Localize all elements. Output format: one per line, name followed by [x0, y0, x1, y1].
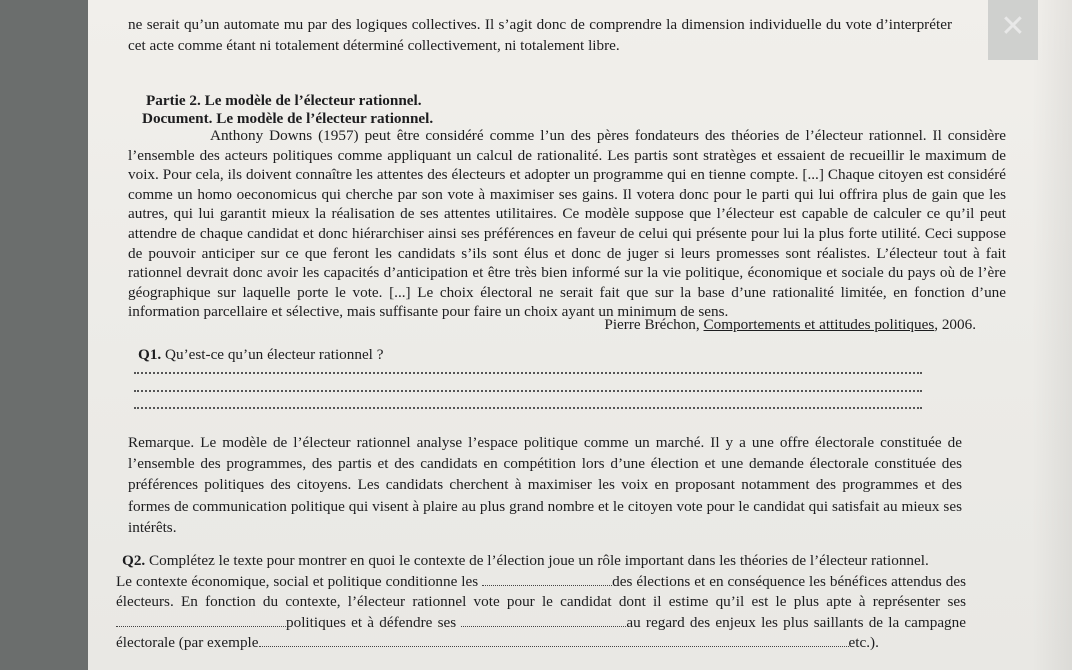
fill-text-1: Le contexte économique, social et politique conditionne les — [116, 573, 483, 590]
fill-text-4: au regard des enjeux les plus saillants de la campagne électorale (par exemple — [116, 613, 966, 652]
intro-paragraph: ne serait qu’un automate mu par des logiques collectives. Il s’agit donc de comprendre la dimension individuelle du vote d’interpréter cet acte comme étant ni totalement déterminé collectivement, ni totalement libre. — [128, 16, 952, 55]
document-title: Document. Le modèle de l’électeur rationnel. — [142, 110, 434, 127]
page-edge-shadow — [1032, 0, 1072, 670]
q2-text: Complétez le texte pour montrer en quoi le contexte de l’élection joue un rôle important dans les théories de l’électeur rationnel. — [145, 552, 929, 569]
document-source — [128, 314, 976, 335]
blank-2[interactable] — [116, 613, 286, 627]
fill-text-3: politiques et à défendre ses — [286, 613, 462, 631]
answer-line-1[interactable] — [134, 372, 922, 374]
fill-text-end: etc.). — [848, 634, 879, 652]
answer-line-2[interactable] — [134, 390, 922, 392]
source-title: Comportements et attitudes politiques — [703, 316, 935, 333]
source-year: , 2006. — [934, 316, 976, 333]
fill-in-text — [116, 572, 966, 654]
q1-label: Q1. — [138, 346, 162, 363]
question-2 — [122, 550, 962, 571]
source-author: Pierre Bréchon, — [604, 316, 704, 333]
section-title: Partie 2. Le modèle de l’électeur rationnel. — [146, 92, 422, 109]
q2-label: Q2. — [122, 552, 146, 569]
blank-4[interactable] — [259, 633, 849, 647]
answer-line-3[interactable] — [134, 407, 922, 409]
question-1 — [138, 344, 1032, 365]
blank-3[interactable] — [461, 613, 626, 627]
blank-1[interactable] — [482, 572, 612, 586]
fill-text-2: des élections et en conséquence les bénéfices attendus des électeurs. En fonction du contexte, l’électeur rationnel vote pour le candidat dont il estime qu’il est le plus apte à représenter ses — [116, 573, 967, 611]
document-body: Anthony Downs (1957) peut être considéré comme l’un des pères fondateurs des théories de l’électeur rationnel. Il considère l’ensemble des acteurs politiques comme appliquant un calcul de rationalité. Les partis sont stratèges et essaient de recueillir le maximum de voix. Pour cela, ils doivent connaître les attentes des électeurs et adopter un programme qui en tienne compte. [...] Chaque citoyen est considéré comme un homo oeconomicus qui cherche par son vote à maximiser ses gains. Il votera donc pour le parti qui lui offrira plus de gain que les autres, qui lui garantit mieux la réalisation de ses attentes utilitaires. Ce modèle suppose que l’électeur est capable de calculer ce qu’il peut attendre de chaque candidat et donc hiérarchiser ainsi ses préférences en faveur de celui qui présente pour lui la plus forte utilité. Ceci suppose de pouvoir anticiper sur ce que feront les candidats s’ils sont élus et donc de juger si leurs promesses sont réalistes. L’électeur tout à fait rationnel devrait donc avoir les capacités d’anticipation et être très bien informé sur la vie politique, économique et sociale du pays où de l’ère géographique sur laquelle porte le vote. [...] Le choix électoral ne serait fait que sur la base d’une rationalité limitée, en fonction d’une information parcellaire et sélective, mais suffisante pour faire un choix ayant un minimum de sens. — [128, 127, 1006, 321]
corner-logo-icon: ✕ — [988, 0, 1038, 60]
q1-text: Qu’est-ce qu’un électeur rationnel ? — [161, 346, 384, 363]
document-page — [88, 0, 1072, 670]
remark-paragraph: Remarque. Le modèle de l’électeur rationnel analyse l’espace politique comme un marché. Il y a une offre électorale constituée de l’ensemble des programmes, des partis et des candidats en compétition lors d’une élection et une demande électorale constituée des préférences politiques des citoyens. Les candidats cherchent à maximiser les voix en proposant notamment des programmes et des formes de communication politique qui visent à plaire au plus grand nombre et le citoyen vote pour le candidat qui satisfait au mieux ses intérêts. — [128, 434, 962, 536]
